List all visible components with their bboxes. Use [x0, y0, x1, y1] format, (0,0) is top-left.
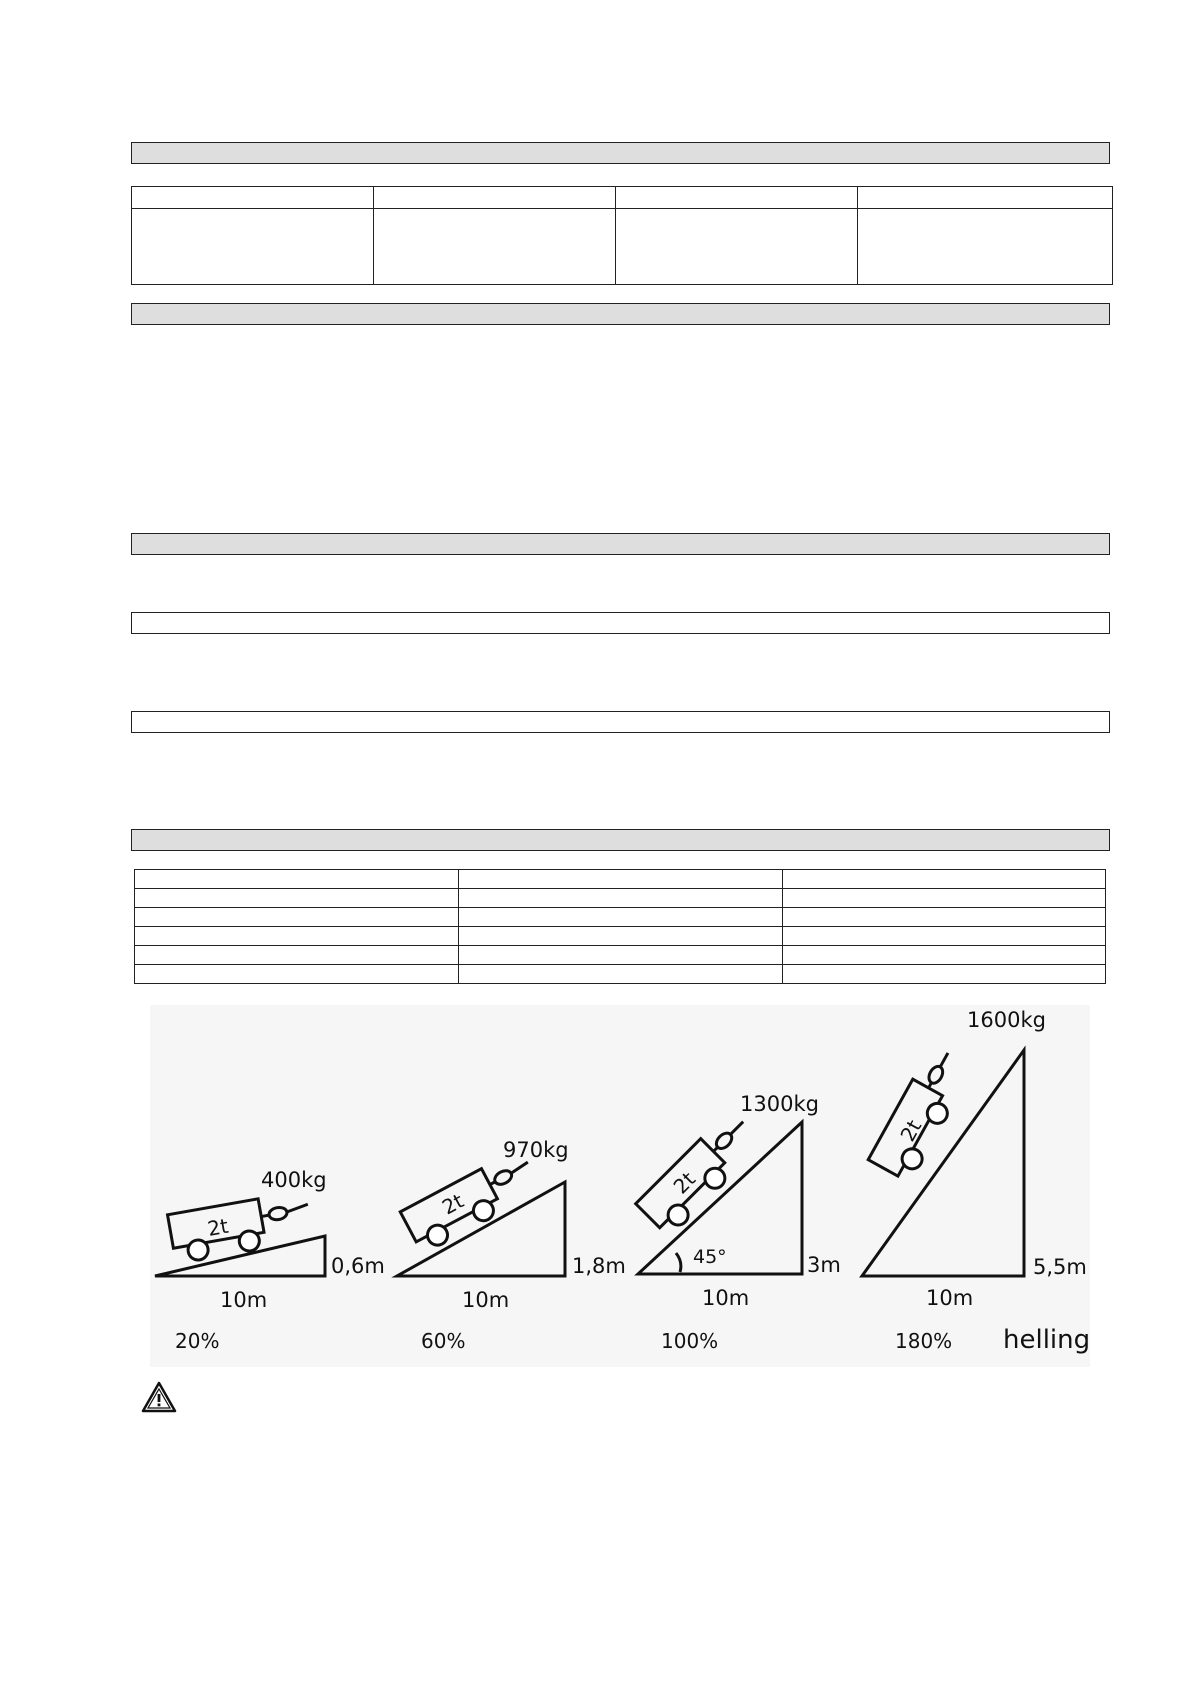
- load-cell: [783, 946, 1106, 965]
- spec-header-cell: [616, 187, 858, 209]
- vehicle-icon: [868, 1044, 974, 1183]
- incline-diagram: [150, 1005, 1090, 1367]
- base-label: 10m: [926, 1286, 974, 1310]
- section-header-bar: [131, 303, 1110, 325]
- spec-header-cell: [374, 187, 616, 209]
- table-row: [135, 908, 1106, 927]
- angle-arc: [676, 1253, 681, 1272]
- load-cell: [459, 889, 783, 908]
- spec-value-cell: [858, 209, 1113, 285]
- height-label: 3m: [807, 1253, 841, 1277]
- vehicle-label: 2t: [895, 1115, 927, 1146]
- load-table: [134, 869, 1106, 984]
- text-field-box: [131, 711, 1110, 733]
- percent-label: 20%: [175, 1329, 220, 1353]
- warning-triangle-icon: [141, 1381, 177, 1413]
- load-cell: [135, 889, 459, 908]
- load-cell: [459, 946, 783, 965]
- spec-table: [131, 186, 1113, 285]
- spec-header-cell: [132, 187, 374, 209]
- spec-value-cell: [132, 209, 374, 285]
- spec-header-cell: [858, 187, 1113, 209]
- load-cell: [135, 908, 459, 927]
- load-cell: [135, 946, 459, 965]
- load-cell: [459, 965, 783, 984]
- load-label: 1300kg: [740, 1092, 819, 1116]
- table-row: [135, 965, 1106, 984]
- load-cell: [783, 870, 1106, 889]
- load-cell: [135, 965, 459, 984]
- percent-label: 60%: [421, 1329, 466, 1353]
- height-label: 0,6m: [331, 1254, 385, 1278]
- section-header-bar: [131, 533, 1110, 555]
- base-label: 10m: [462, 1288, 510, 1312]
- vehicle-icon: [168, 1190, 315, 1264]
- load-cell: [783, 889, 1106, 908]
- load-cell: [459, 870, 783, 889]
- vehicle-label: 2t: [205, 1213, 231, 1241]
- load-cell: [783, 908, 1106, 927]
- spec-value-cell: [616, 209, 858, 285]
- table-row: [135, 870, 1106, 889]
- incline-triangle: [862, 1050, 1024, 1276]
- height-label: 5,5m: [1033, 1255, 1087, 1279]
- table-row: [135, 927, 1106, 946]
- table-row: [135, 889, 1106, 908]
- section-header-bar: [131, 142, 1110, 164]
- figure-caption: helling: [1003, 1325, 1090, 1355]
- table-row: [135, 946, 1106, 965]
- height-label: 1,8m: [572, 1254, 626, 1278]
- load-cell: [135, 870, 459, 889]
- text-field-box: [131, 612, 1110, 634]
- section-header-bar: [131, 829, 1110, 851]
- vehicle-icon: [400, 1148, 543, 1254]
- load-label: 400kg: [261, 1168, 327, 1192]
- vehicle-label: 2t: [438, 1188, 468, 1220]
- load-cell: [783, 965, 1106, 984]
- percent-label: 100%: [661, 1329, 719, 1353]
- base-label: 10m: [220, 1288, 268, 1312]
- angle-label: 45°: [693, 1246, 727, 1268]
- load-cell: [783, 927, 1106, 946]
- load-cell: [459, 927, 783, 946]
- percent-label: 180%: [895, 1329, 953, 1353]
- load-label: 970kg: [503, 1138, 569, 1162]
- load-cell: [459, 908, 783, 927]
- load-label: 1600kg: [967, 1008, 1046, 1032]
- load-cell: [135, 927, 459, 946]
- incline-triangle: [397, 1182, 565, 1276]
- vehicle-label: 2t: [668, 1167, 701, 1199]
- base-label: 10m: [702, 1286, 750, 1310]
- spec-value-cell: [374, 209, 616, 285]
